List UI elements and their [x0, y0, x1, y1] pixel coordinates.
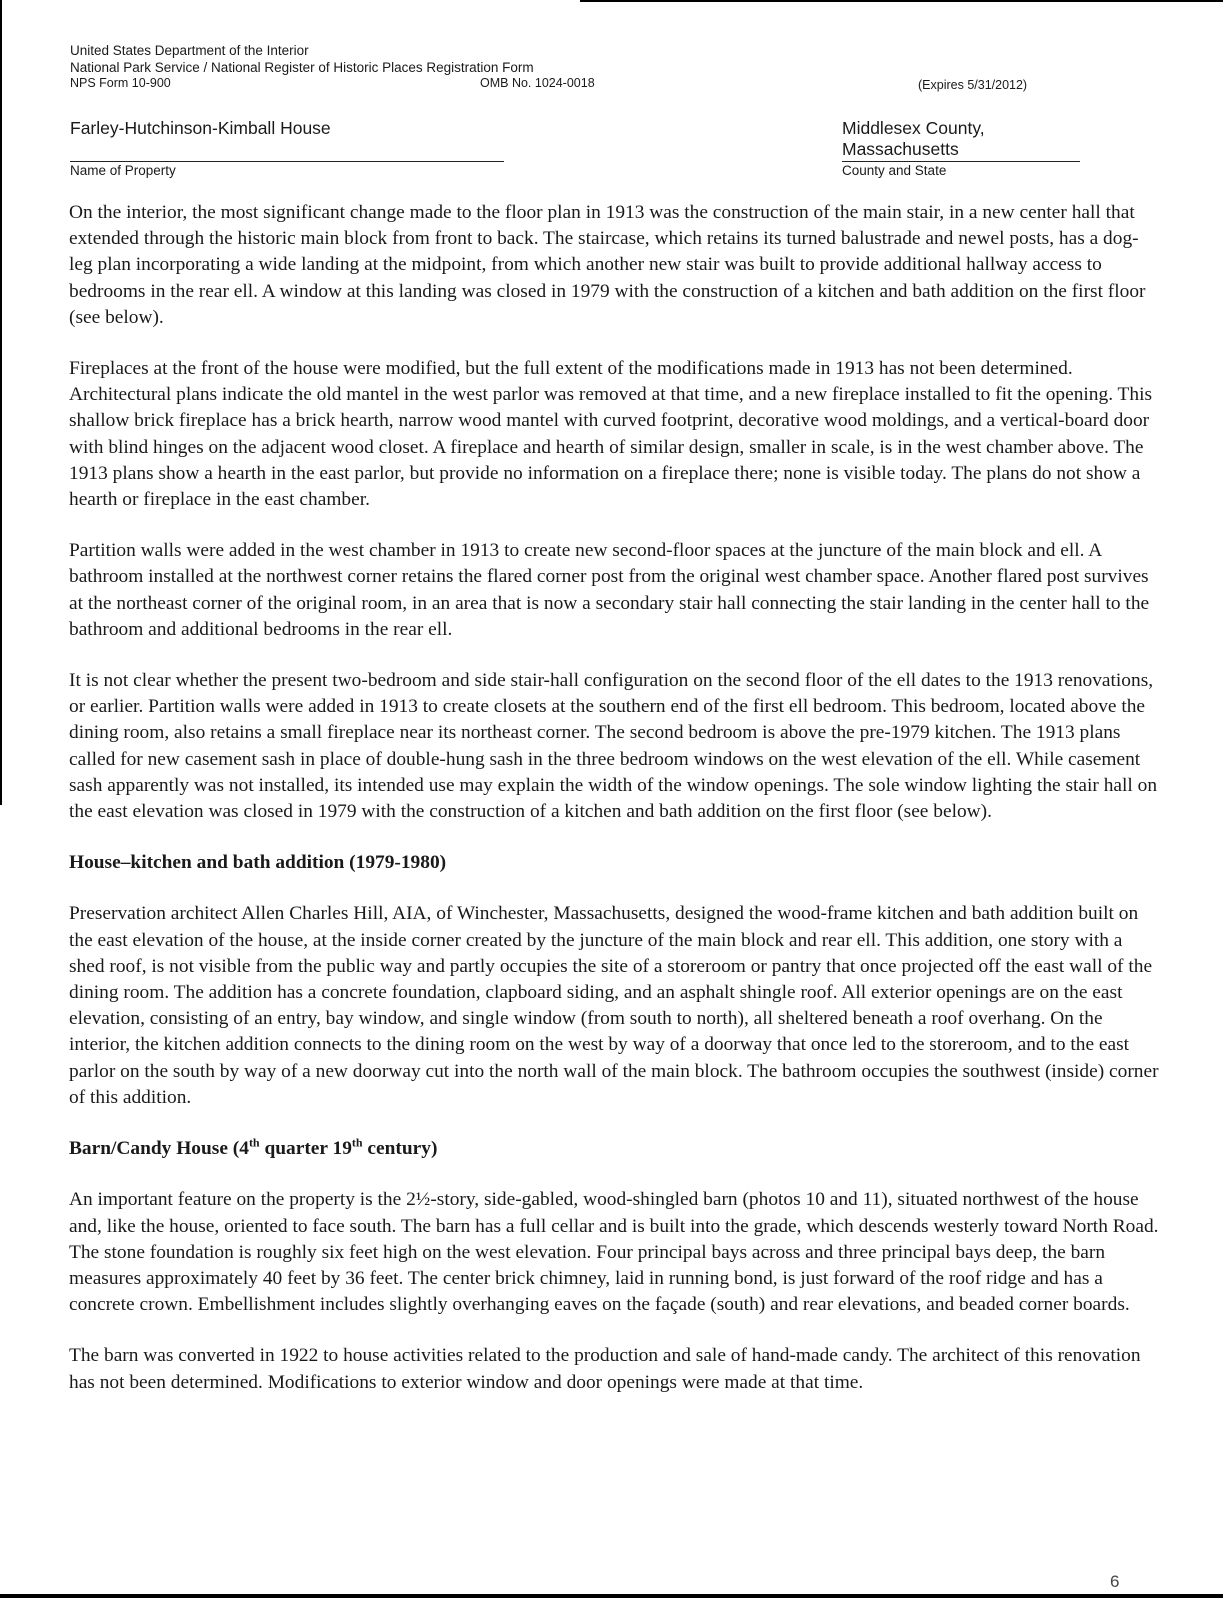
paragraph-fireplaces: Fireplaces at the front of the house were modified, but the full extent of the modifications made in 1913 has not been determined. Architectural plans indicate the old mantel in the west parlor was removed at that time, and a new fireplace installed to fit the opening. This shallow brick fireplace has a brick hearth, narrow wood mantel with curved footprint, decorative wood moldings, and a vertical-board door with blind hinges on the adjacent wood closet. A fireplace and hearth of similar design, smaller in scale, is in the west chamber above. The 1913 plans show a hearth in the east parlor, but provide no information on a fireplace there; none is visible today. The plans do not show a hearth or fireplace in the east chamber. [69, 358, 1153, 511]
paragraph-barn-description: An important feature on the property is the 2½-story, side-gabled, wood-shingled barn (photos 10 and 11), situated northwest of the house and, like the house, oriented to face south. The barn has a full cellar and is built into the grade, which descends westerly toward North Road. The stone foundation is roughly six feet high on the west elevation. Four principal bays across and three principal bays deep, the barn measures approximately 40 feet by 36 feet. The center brick chimney, laid in running bond, is just forward of the roof ridge and has a concrete crown. Embellishment includes slightly overhanging eaves on the façade (south) and rear elevations, and beaded corner boards. [69, 1189, 1159, 1316]
narrative-body [69, 200, 1161, 1421]
heading-barn-text-3: century) [362, 1138, 438, 1160]
form-header [70, 42, 534, 76]
county-state-rule [842, 161, 1080, 162]
county-state-caption: County and State [842, 163, 947, 178]
omb-number: OMB No. 1024-0018 [480, 76, 595, 90]
property-name: Farley-Hutchinson-Kimball House [70, 118, 331, 138]
scan-edge-bottom [0, 1594, 1223, 1598]
expiration-date: (Expires 5/31/2012) [918, 78, 1028, 92]
property-name-caption: Name of Property [70, 163, 176, 178]
heading-barn-candy-house [69, 1136, 1161, 1162]
paragraph-partition-walls: Partition walls were added in the west chamber in 1913 to create new second-floor spaces at the juncture of the main block and ell. A bathroom installed at the northwest corner retains the flared corner post from the original west chamber space. Another flared post survives at the northeast corner of the original room, in an area that is now a secondary stair hall connecting the stair landing in the center hall to the bathroom and additional bedrooms in the rear ell. [69, 540, 1150, 640]
heading-barn-text-1: Barn/Candy House (4 [69, 1138, 249, 1160]
paragraph-ell-bedrooms: It is not clear whether the present two-bedroom and side stair-hall configuration on the second floor of the ell dates to the 1913 renovations, or earlier. Partition walls were added in 1913 to create closets at the southern end of the first ell bedroom. This bedroom, located above the dining room, also retains a small fireplace near its northeast corner. The second bedroom is above the pre-1979 kitchen. The 1913 plans called for new casement sash in place of double-hung sash in the three bedroom windows on the west elevation of the ell. While casement sash apparently was not installed, its intended use may explain the width of the window openings. The sole window lighting the stair hall on the east elevation was closed in 1979 with the construction of a kitchen and bath addition on the first floor (see below). [69, 670, 1158, 823]
heading-barn-text-2: quarter 19 [259, 1138, 352, 1160]
paragraph-kitchen-addition: Preservation architect Allen Charles Hill, AIA, of Winchester, Massachusetts, designed the wood-frame kitchen and bath addition built on the east elevation of the house, at the inside corner created by the juncture of the main block and rear ell. This addition, one story with a shed roof, is not visible from the public way and partly occupies the site of a storeroom or pantry that once projected off the east wall of the dining room. The addition has a concrete foundation, clapboard siding, and an asphalt shingle roof. All exterior openings are on the east elevation, consisting of an entry, bay window, and single window (from south to north), all sheltered beneath a roof overhang. On the interior, the kitchen addition connects to the dining room on the west by way of a doorway that once led to the storeroom, and to the east parlor on the south by way of a new doorway cut into the north wall of the main block. The bathroom occupies the southwest (inside) corner of this addition. [69, 903, 1159, 1108]
paragraph-barn-conversion: The barn was converted in 1922 to house activities related to the production and sale of hand-made candy. The architect of this renovation has not been determined. Modifications to exterior window and door openings were made at that time. [69, 1345, 1141, 1393]
heading-barn-sup-1: th [248, 1135, 260, 1150]
form-number: NPS Form 10-900 [70, 76, 171, 90]
county-name: Middlesex County, [842, 118, 985, 138]
property-name-rule [70, 161, 504, 162]
scan-edge-top [580, 0, 1223, 2]
state-name: Massachusetts [842, 139, 959, 159]
page-number: 6 [1110, 1572, 1120, 1591]
heading-barn-sup-2: th [351, 1135, 363, 1150]
agency-line-2: National Park Service / National Register of Historic Places Registration Form [70, 60, 534, 75]
heading-kitchen-addition: House–kitchen and bath addition (1979-1980) [69, 852, 447, 874]
scan-edge-left [0, 0, 2, 805]
agency-line-1: United States Department of the Interior [70, 43, 309, 58]
paragraph-interior-stair: On the interior, the most significant change made to the floor plan in 1913 was the construction of the main stair, in a new center hall that extended through the historic main block from front to back. The staircase, which retains its turned balustrade and newel posts, has a dog-leg plan incorporating a wide landing at the midpoint, from which another new stair was built to provide additional hallway access to bedrooms in the rear ell. A window at this landing was closed in 1979 with the construction of a kitchen and bath addition on the first floor (see below). [69, 202, 1146, 328]
